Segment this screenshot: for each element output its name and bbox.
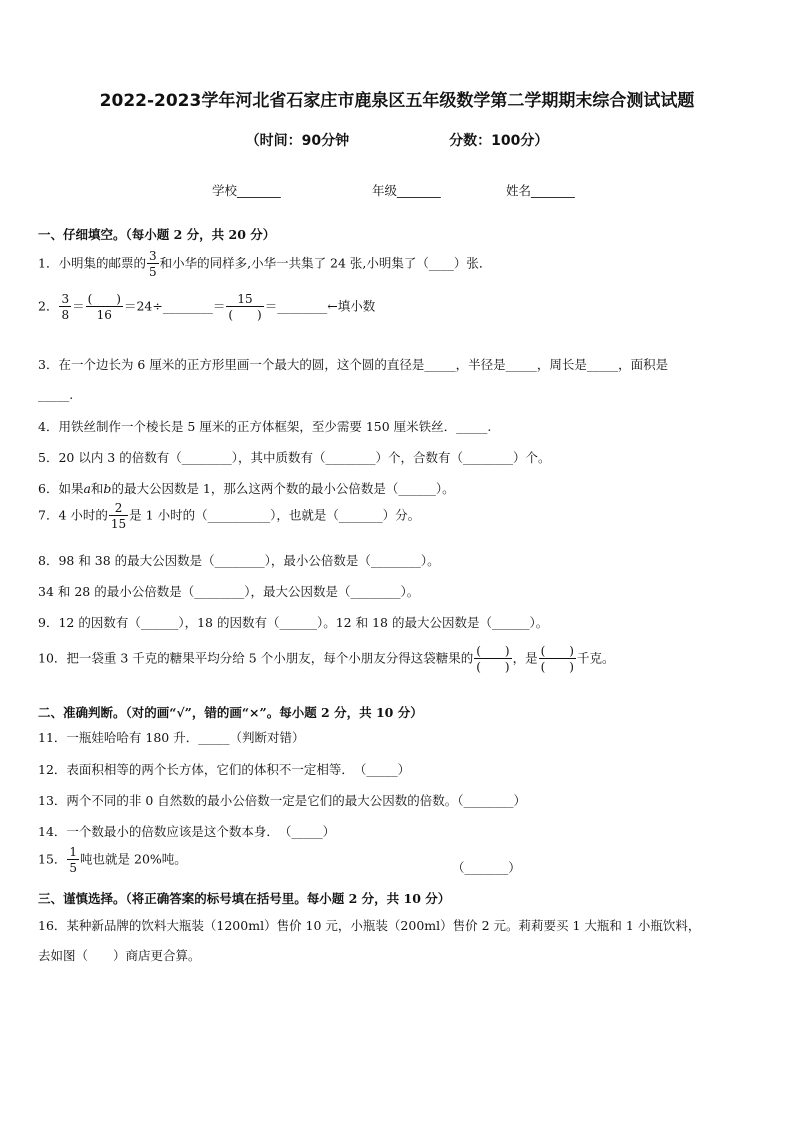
page-title: 2022-2023学年河北省石家庄市鹿泉区五年级数学第二学期期末综合测试试题 — [99, 91, 695, 111]
time-score-line — [0, 130, 794, 150]
question-5: 5．20 以内 3 的倍数有（________），其中质数有（________）个，合数有（________）个。 — [38, 450, 551, 465]
question-12: 12．表面积相等的两个长方体，它们的体积不一定相等． （_____） — [38, 762, 411, 777]
grade-field[interactable]: 年级_______ — [372, 183, 441, 198]
section1-heading: 一、仔细填空。（每小题 2 分，共 20 分） — [38, 227, 276, 242]
time-label: （时间：90分钟 — [245, 133, 350, 149]
section2-heading: 二、准确判断。（对的画“√”，错的画“×”。每小题 2 分，共 10 分） — [38, 705, 423, 720]
question-1: 1．小明集的邮票的 $\frac{3}{5}$ 和小华的同样多,小华一共集了 24 张,小明集了（____）张． — [38, 249, 492, 279]
fraction: $\frac{( )}{16}$ — [87, 292, 121, 322]
question-9: 9．12 的因数有（______），18 的因数有（______）。12 和 18 的最大公因数是（______）。 — [38, 615, 549, 630]
fraction: $\frac{2}{15}$ — [110, 501, 127, 531]
fraction: $\frac{3}{5}$ — [148, 249, 157, 279]
question-15: 15． $\frac{1}{5}$ 吨也就是 20%吨。 — [38, 845, 187, 875]
fraction: $\frac{3}{8}$ — [61, 292, 70, 322]
question-8-cont: 34 和 28 的最小公倍数是（________），最大公因数是（________）。 — [38, 584, 420, 599]
fraction: $\frac{15}{( )}$ — [228, 292, 262, 322]
name-field[interactable]: 姓名_______ — [506, 183, 575, 198]
question-8: 8．98 和 38 的最大公因数是（________），最小公倍数是（________）。 — [38, 553, 440, 568]
question-14: 14．一个数最小的倍数应该是这个数本身． （_____） — [38, 824, 336, 839]
question-4: 4．用铁丝制作一个棱长是 5 厘米的正方体框架，至少需要 150 厘米铁丝．_____. — [38, 419, 492, 434]
question-3-cont: _____. — [38, 387, 74, 402]
question-2: 2． $\frac{3}{8}$ ＝ $\frac{( )}{16}$ ＝24÷________＝ $\frac{15}{( )}$ ＝________←填小数 — [38, 292, 376, 322]
question-7: 7．4 小时的 $\frac{2}{15}$ 是 1 小时的（__________），也就是（_______）分。 — [38, 501, 421, 531]
score-label: 分数：100分） — [449, 133, 549, 149]
question-13: 13．两个不同的非 0 自然数的最小公倍数一定是它们的最大公因数的倍数。（________） — [38, 793, 527, 808]
question-16: 16．某种新品牌的饮料大瓶装（1200ml）售价 10 元，小瓶装（200ml）售价 2 元。莉莉要买 1 大瓶和 1 小瓶饮料， — [38, 918, 701, 933]
fraction: $\frac{( )}{( )}$ — [540, 644, 574, 674]
fraction: $\frac{( )}{( )}$ — [476, 644, 510, 674]
school-field[interactable]: 学校_______ — [212, 183, 281, 198]
question-11: 11．一瓶娃哈哈有 180 升．_____（判断对错） — [38, 730, 305, 745]
fraction: $\frac{1}{5}$ — [69, 845, 78, 875]
question-3: 3．在一个边长为 6 厘米的正方形里画一个最大的圆，这个圆的直径是_____，半径是_____，周长是_____，面积是 — [38, 357, 669, 372]
question-10: 10．把一袋重 3 千克的糖果平均分给 5 个小朋友，每个小朋友分得这袋糖果的 $\frac{( )}{( )}$ ，是 $\frac{( )}{( )}$ 千克。 — [38, 644, 615, 674]
section3-heading: 三、谨慎选择。（将正确答案的标号填在括号里。每小题 2 分，共 10 分） — [38, 891, 451, 906]
question-15-answer: （_______） — [452, 860, 521, 875]
question-16-cont: 去如图（ ）商店更合算。 — [38, 948, 201, 963]
question-6: 6．如果a和b的最大公因数是 1，那么这两个数的最小公倍数是（______）。 — [38, 481, 455, 496]
